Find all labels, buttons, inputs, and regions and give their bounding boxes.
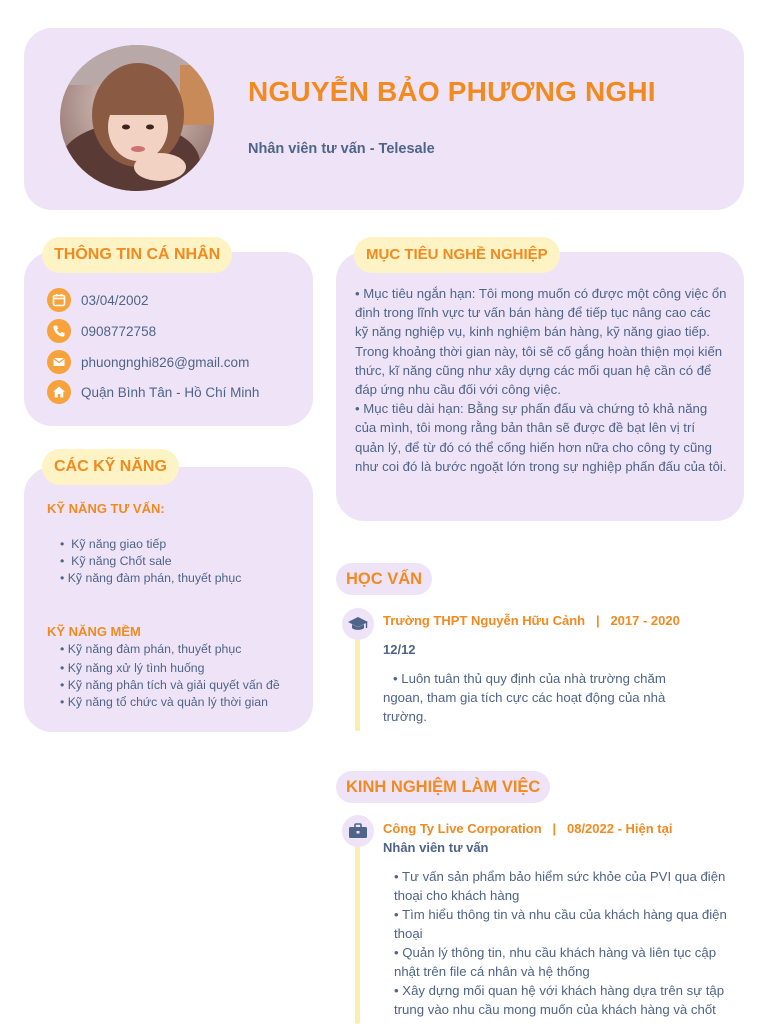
consulting-skills-heading: KỸ NĂNG TƯ VẤN: [47,501,165,516]
address-text: Quận Bình Tân - Hồ Chí Minh [81,384,260,400]
skill-item: • Kỹ năng Chốt sale [60,554,172,568]
career-goal-text [355,284,727,476]
duty-item: • Quản lý thông tin, nhu cầu khách hàng và liên tục cập nhật trên file cá nhân và hệ thống [394,945,717,979]
birthday-row [47,287,149,313]
experience-title: KINH NGHIỆM LÀM VIỆC [336,771,550,803]
duty-item: • Tìm hiểu thông tin và nhu cầu của khách hàng qua điện thoại [394,907,727,941]
briefcase-icon [342,815,374,847]
education-school: Trường THPT Nguyễn Hữu Cảnh | 2017 - 2020 [383,613,680,628]
candidate-role: Nhân viên tư vấn - Telesale [248,141,435,157]
personal-info-title: THÔNG TIN CÁ NHÂN [42,237,232,273]
short-term-goal: • Mục tiêu ngắn hạn: Tôi mong muốn có được một công việc ổn định trong lĩnh vực tư vấn bán hàng để tiếp tục nâng cao các kỹ năng nghiệp vụ, kinh nghiệm bán hàng, kỹ năng giao tiếp. Trong khoảng thời gian này, tôi sẽ cố gắng hoàn thiện mọi kiến thức, kĩ năng cũng như xây dựng các mối quan hệ cần có để đáp ứng nhu cầu đối với công việc. [355,286,727,398]
experience-company: Công Ty Live Corporation | 08/2022 - Hiện tại [383,821,673,836]
profile-photo [60,45,214,191]
graduation-cap-icon [342,608,374,640]
education-description: • Luôn tuân thủ quy định của nhà trường chăm ngoan, tham gia tích cực các hoạt động của nhà trường. [383,671,666,724]
education-timeline [355,625,360,731]
email-row [47,349,249,375]
skill-item: • Kỹ năng phân tích và giải quyết vấn đề [60,678,280,692]
skill-item: • Kỹ năng tổ chức và quản lý thời gian [60,695,268,709]
education-grade: 12/12 [383,642,416,657]
soft-skills-heading: KỸ NĂNG MỀM [47,624,141,639]
experience-duties [394,867,744,1019]
career-goal-title: MỤC TIÊU NGHỀ NGHIỆP [354,237,560,273]
long-term-goal: • Mục tiêu dài hạn: Bằng sự phấn đấu và chứng tỏ khả năng của mình, tôi mong rằng bản thân sẽ được đề bạt lên vị trí quản lý, để từ đó có thể cống hiến hơn nữa cho công ty cũng như coi đó là bước ngoặt lớn trong sự nghiệp phấn đấu của tôi. [355,401,727,474]
address-row [47,379,259,405]
phone-row [47,318,156,344]
phone-icon [47,319,71,343]
experience-timeline [355,835,360,1024]
duty-item: • Xây dựng mối quan hệ với khách hàng dựa trên sự tập trung vào nhu cầu mong muốn của khách hàng và chốt [394,983,725,1017]
birthday-text: 03/04/2002 [81,292,149,308]
email-icon [47,350,71,374]
calendar-icon [47,288,71,312]
skill-item: • Kỹ năng xử lý tình huống [60,661,205,675]
home-icon [47,380,71,404]
skill-item: • Kỹ năng đàm phán, thuyết phục [60,571,242,585]
phone-text: 0908772758 [81,323,157,339]
duty-item: • Tư vấn sản phẩm bảo hiểm sức khỏe của PVI qua điện thoại cho khách hàng [394,869,726,903]
skill-item: • Kỹ năng giao tiếp [60,537,167,551]
experience-position: Nhân viên tư vấn [383,840,489,855]
skills-title: CÁC KỸ NĂNG [42,449,179,485]
candidate-name: NGUYỄN BẢO PHƯƠNG NGHI [248,76,656,107]
education-title: HỌC VẤN [336,563,432,595]
email-text: phuongnghi826@gmail.com [81,354,250,370]
skill-item: • Kỹ năng đàm phán, thuyết phục [60,642,242,656]
